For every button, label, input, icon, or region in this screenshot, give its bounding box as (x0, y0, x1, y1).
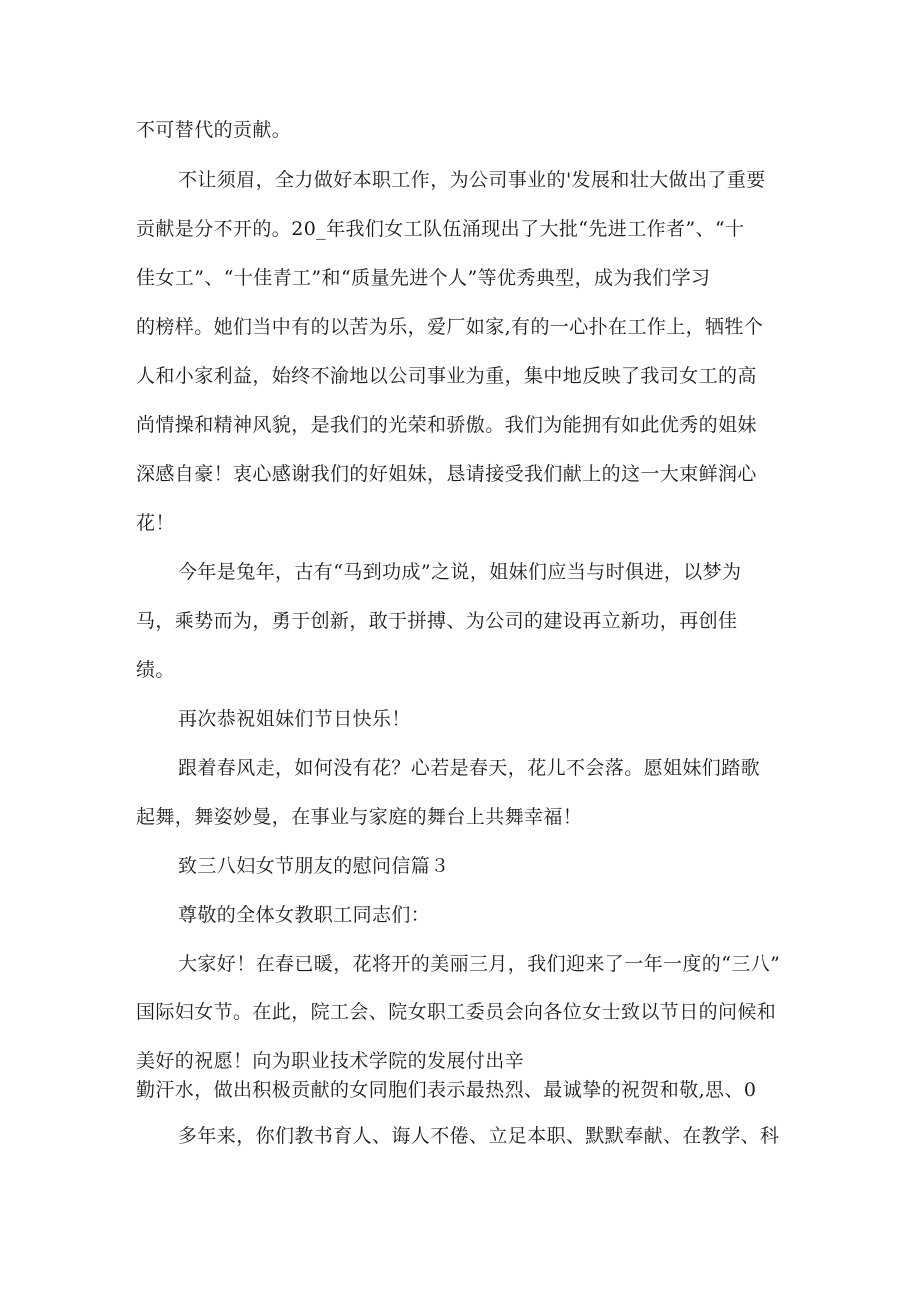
paragraph-start: 不让须眉，全力做好本职工作，为公司事业的'发展和壮大做出了重要 (178, 169, 766, 191)
text-line: 尚情操和精神风貌，是我们的光荣和骄傲。我们为能拥有如此优秀的姐妹 (136, 414, 757, 436)
paragraph-start: 大家好！在春已暖，花将开的美丽三月，我们迎来了一年一度的“三八” (178, 953, 781, 975)
text-line: 起舞，舞姿妙曼，在事业与家庭的舞台上共舞幸福！ (136, 806, 583, 828)
paragraph-start: 今年是兔年，古有“马到功成”之说，姐妹们应当与时俱进，以梦为 (178, 561, 742, 583)
paragraph-start: 跟着春风走，如何没有花？心若是春天，花儿不会落。愿姐妹们踏歌 (178, 757, 761, 779)
text-line: 绩。 (136, 659, 175, 681)
salutation: 尊敬的全体女教职工同志们： (178, 904, 431, 926)
text-line: 美好的祝愿！向为职业技术学院的发展付出辛 (136, 1050, 525, 1072)
text-line: 国际妇女节。在此，院工会、院女职工委员会向各位女士致以节日的问候和 (136, 1001, 777, 1023)
text-line: 的榜样。她们当中有的以苦为乐，爱厂如家,有的一心扑在工作上，牺牲个 (136, 316, 764, 338)
paragraph-start: 再次恭祝姐妹们节日快乐！ (178, 708, 411, 730)
text-line: 贡献是分不开的。20_年我们女工队伍涌现出了大批“先进工作者”、“十 (136, 218, 745, 240)
text-line: 马，乘势而为，勇于创新，敢于拼搏、为公司的建设再立新功，再创佳 (136, 610, 738, 632)
text-line: 深感自豪！衷心感谢我们的好姐妹，恳请接受我们献上的这一大束鲜润心 (136, 463, 757, 485)
section-heading: 致三八妇女节朋友的慰问信篇３ (178, 855, 450, 877)
text-line: 人和小家利益，始终不渝地以公司事业为重，集中地反映了我司女工的高 (136, 365, 757, 387)
text-line: 花！ (136, 512, 175, 534)
text-line: 佳女工”、“十佳青工”和“质量先进个人”等优秀典型，成为我们学习 (136, 267, 711, 289)
text-line: 不可替代的贡献。 (136, 119, 292, 141)
text-line: 勤汗水，做出积极贡献的女同胞们表示最热烈、最诚挚的祝贺和敬,思、0 (136, 1079, 757, 1101)
paragraph-start: 多年来，你们教书育人、诲人不倦、立足本职、默默奉献、在教学、科 (178, 1125, 780, 1147)
